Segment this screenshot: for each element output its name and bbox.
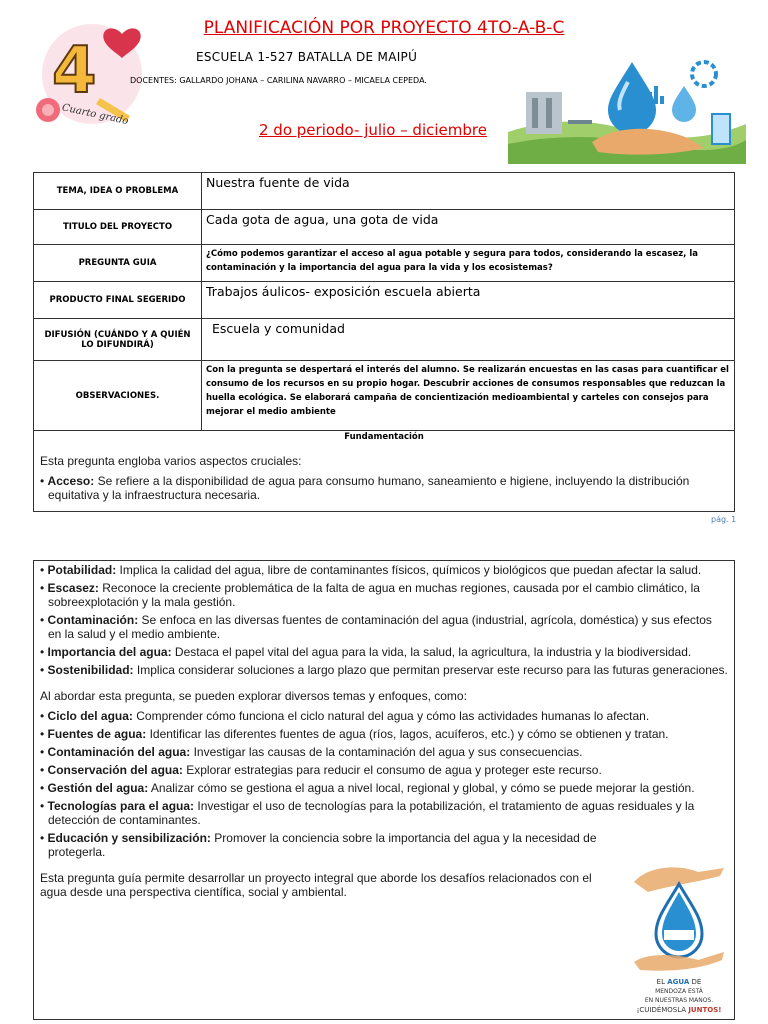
row-value: Trabajos áulicos- exposición escuela abierta <box>206 284 481 299</box>
fundamentacion-section <box>33 430 735 512</box>
list-item: • Educación y sensibilización: Promover la conciencia sobre la importancia del agua y la necesidad de protegerla. <box>40 831 597 859</box>
row-value: Escuela y comunidad <box>212 321 345 336</box>
list-item: • Ciclo del agua: Comprender cómo funciona el ciclo natural del agua y cómo las actividades humanas lo afectan. <box>40 709 650 723</box>
row-label: DIFUSIÓN (CUÁNDO Y A QUIÉN LO DIFUNDIRÁ) <box>34 319 202 360</box>
svg-text:Cuarto grado: Cuarto grado <box>60 102 130 128</box>
section-title: Fundamentación <box>344 432 424 442</box>
table-row <box>34 173 734 210</box>
list-item: • Tecnologías para el agua: Investigar el uso de tecnologías para la potabilización, el tratamiento de aguas residuales y la detección de contaminantes. <box>40 799 695 827</box>
water-campaign-logo <box>628 862 730 1018</box>
intro-paragraph: Esta pregunta engloba varios aspectos cruciales: <box>40 454 302 468</box>
row-value: ¿Cómo podemos garantizar el acceso al agua potable y segura para todos, considerando la escasez, la contaminación y la importancia del agua para la vida y los ecosistemas? <box>206 249 699 273</box>
row-value: Con la pregunta se despertará el interés del alumno. Se realizarán encuestas en las casas para cuantificar el consumo de los recursos en su propio hogar. Descubrir acciones de consumos responsables que reduzcan la huella ecológica. Se elaborará campaña de concientización medioambiental y carteles con consejos para mejorar el medio ambiente <box>206 365 729 417</box>
list-item: • Contaminación: Se enfoca en las diversas fuentes de contaminación del agua (industrial, agrícola, doméstica) y sus efectos en la salud y el medio ambiente. <box>40 613 712 641</box>
page-number: pág. 1 <box>711 515 737 524</box>
page-title: PLANIFICACIÓN POR PROYECTO 4TO-A-B-C <box>203 18 565 38</box>
row-value: Nuestra fuente de vida <box>206 175 350 190</box>
row-label: TITULO DEL PROYECTO <box>34 210 202 244</box>
table-row <box>34 210 734 245</box>
svg-text:4: 4 <box>52 34 97 108</box>
table-row <box>34 319 734 361</box>
row-label: OBSERVACIONES. <box>34 361 202 430</box>
row-label: PRODUCTO FINAL SEGERIDO <box>34 282 202 318</box>
topics-intro: Al abordar esta pregunta, se pueden explorar diversos temas y enfoques, como: <box>40 689 467 703</box>
list-item: • Conservación del agua: Explorar estrategias para reducir el consumo de agua y proteger este recurso. <box>40 763 602 777</box>
svg-text:EL AGUA DE: EL AGUA DE <box>656 978 702 986</box>
list-item: • Gestión del agua: Analizar cómo se gestiona el agua a nivel local, regional y global, y cómo se puede mejorar la gestión. <box>40 781 695 795</box>
list-item: • Importancia del agua: Destaca el papel vital del agua para la vida, la salud, la agricultura, la industria y la biodiversidad. <box>40 645 692 659</box>
water-banner-illustration <box>508 52 746 164</box>
svg-text:EN NUESTRAS MANOS.: EN NUESTRAS MANOS. <box>644 997 714 1004</box>
list-item: • Acceso: Se refiere a la disponibilidad de agua para consumo humano, saneamiento e higiene, incluyendo la distribución equitativa y la infraestructura necesaria. <box>40 474 690 502</box>
row-label: PREGUNTA GUIA <box>34 245 202 281</box>
conclusion-paragraph: Esta pregunta guía permite desarrollar un proyecto integral que aborde los desafíos relacionados con el agua desde una perspectiva científica, social y ambiental. <box>40 871 592 899</box>
list-item: • Fuentes de agua: Identificar las diferentes fuentes de agua (ríos, lagos, acuíferos, etc.) y cómo se obtienen y tratan. <box>40 727 669 741</box>
svg-text:MENDOZA ESTÁ: MENDOZA ESTÁ <box>655 988 703 995</box>
list-item: • Potabilidad: Implica la calidad del agua, libre de contaminantes físicos, químicos y biológicos que puedan afectar la salud. <box>40 563 702 577</box>
school-name: ESCUELA 1-527 BATALLA DE MAIPÚ <box>196 50 418 64</box>
svg-text:¡CUIDÉMOSLA JUNTOS!: ¡CUIDÉMOSLA JUNTOS! <box>636 1006 722 1014</box>
row-value: Cada gota de agua, una gota de vida <box>206 212 439 227</box>
list-item: • Sostenibilidad: Implica considerar soluciones a largo plazo que permitan preservar este recurso para las futuras generaciones. <box>40 663 728 677</box>
row-label: TEMA, IDEA O PROBLEMA <box>34 173 202 209</box>
table-row <box>34 361 734 430</box>
teachers-line: DOCENTES: GALLARDO JOHANA – CARILINA NAVARRO – MICAELA CEPEDA. <box>130 76 427 85</box>
period-line: 2 do periodo- julio – diciembre <box>259 121 487 139</box>
list-item: • Escasez: Reconoce la creciente problemática de la falta de agua en muchas regiones, causada por el cambio climático, la sobreexplotación y la mala gestión. <box>40 581 700 609</box>
table-row <box>34 245 734 282</box>
table-row <box>34 282 734 319</box>
project-table <box>33 172 735 431</box>
list-item: • Contaminación del agua: Investigar las causas de la contaminación del agua y sus consecuencias. <box>40 745 583 759</box>
